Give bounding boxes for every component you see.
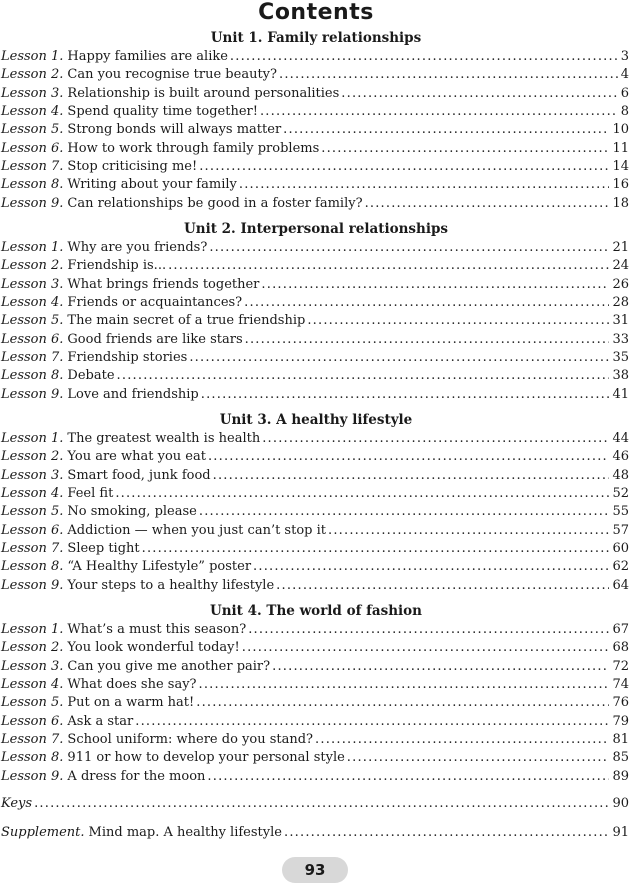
lesson-label: Lesson xyxy=(1,295,47,310)
lesson-label: Lesson xyxy=(1,695,47,710)
dot-leader xyxy=(117,367,610,385)
page-ref: 62 xyxy=(612,559,629,574)
page-ref: 11 xyxy=(612,141,629,156)
lesson-title: Good friends are like stars xyxy=(67,332,243,347)
page-ref: 4 xyxy=(620,67,629,82)
page-ref: 91 xyxy=(612,825,629,840)
lesson-number: 5. xyxy=(51,122,64,137)
lesson-label: Lesson xyxy=(1,86,47,101)
toc-entry[interactable] xyxy=(1,694,629,712)
dot-leader xyxy=(272,658,609,676)
toc-entry[interactable] xyxy=(1,349,629,367)
toc-entry[interactable] xyxy=(1,448,629,466)
lesson-title: No smoking, please xyxy=(67,504,197,519)
lesson-title: Love and friendship xyxy=(67,387,199,402)
lesson-title: The main secret of a true friendship xyxy=(67,313,306,328)
page-ref: 28 xyxy=(612,295,629,310)
page-ref: 55 xyxy=(612,504,629,519)
toc-entry[interactable] xyxy=(1,66,629,84)
dot-leader xyxy=(199,503,610,521)
lesson-label: Lesson xyxy=(1,431,47,446)
toc-entry[interactable] xyxy=(1,367,629,385)
dot-leader xyxy=(230,48,618,66)
page-ref: 8 xyxy=(620,104,629,119)
lesson-number: 7. xyxy=(51,350,64,365)
page-ref: 14 xyxy=(612,159,629,174)
dot-leader xyxy=(196,694,609,712)
dot-leader xyxy=(321,140,609,158)
lesson-number: 4. xyxy=(51,295,64,310)
lesson-title: Can relationships be good in a foster family? xyxy=(67,196,363,211)
page-ref: 26 xyxy=(612,277,629,292)
toc-entry[interactable] xyxy=(1,485,629,503)
page-ref: 18 xyxy=(612,196,629,211)
lesson-number: 9. xyxy=(51,769,64,784)
lesson-label: Lesson xyxy=(1,486,47,501)
lesson-number: 2. xyxy=(51,449,64,464)
lesson-label: Lesson xyxy=(1,677,47,692)
lesson-title: A dress for the moon xyxy=(67,769,206,784)
page-ref: 79 xyxy=(612,714,629,729)
lesson-label: Lesson xyxy=(1,769,47,784)
toc-entry[interactable] xyxy=(1,312,629,330)
lesson-title: School uniform: where do you stand? xyxy=(67,732,314,747)
lesson-label: Lesson xyxy=(1,622,47,637)
toc-entry[interactable] xyxy=(1,239,629,257)
lesson-label: Lesson xyxy=(1,240,47,255)
lesson-label: Lesson xyxy=(1,159,47,174)
toc-entry[interactable] xyxy=(1,639,629,657)
toc-entry[interactable] xyxy=(1,294,629,312)
supplement-label: Supplement. xyxy=(1,825,85,840)
dot-leader xyxy=(284,824,609,842)
lesson-title: Spend quality time together! xyxy=(67,104,258,119)
lesson-number: 8. xyxy=(51,177,64,192)
toc-entry[interactable] xyxy=(1,176,629,194)
lesson-title: Debate xyxy=(67,368,115,383)
lesson-title: What’s a must this season? xyxy=(67,622,247,637)
lesson-number: 8. xyxy=(51,750,64,765)
page-ref: 52 xyxy=(612,486,629,501)
lesson-number: 1. xyxy=(51,240,64,255)
lesson-number: 9. xyxy=(51,578,64,593)
page-ref: 44 xyxy=(612,431,629,446)
unit-2-title: Unit 2. Interpersonal relationships xyxy=(184,221,448,237)
lesson-label: Lesson xyxy=(1,750,47,765)
toc-entry[interactable] xyxy=(1,503,629,521)
lesson-number: 1. xyxy=(51,431,64,446)
dot-leader xyxy=(262,430,609,448)
dot-leader xyxy=(328,522,609,540)
dot-leader xyxy=(261,276,609,294)
dot-leader xyxy=(199,676,610,694)
dot-leader xyxy=(201,386,610,404)
page-ref: 46 xyxy=(612,449,629,464)
lesson-label: Lesson xyxy=(1,523,47,538)
lesson-label: Lesson xyxy=(1,196,47,211)
page-ref: 76 xyxy=(612,695,629,710)
page-ref: 41 xyxy=(612,387,629,402)
lesson-title: Sleep tight xyxy=(67,541,140,556)
lesson-label: Lesson xyxy=(1,332,47,347)
supplement-title: Mind map. A healthy lifestyle xyxy=(88,825,282,840)
page-ref: 85 xyxy=(612,750,629,765)
lesson-title: Stop criticising me! xyxy=(67,159,198,174)
lesson-number: 6. xyxy=(51,141,64,156)
page-ref: 6 xyxy=(620,86,629,101)
lesson-title: Friendship stories xyxy=(67,350,188,365)
lesson-title: Can you give me another pair? xyxy=(67,659,271,674)
dot-leader xyxy=(207,768,609,786)
toc-entry[interactable] xyxy=(1,522,629,540)
lesson-label: Lesson xyxy=(1,277,47,292)
page-ref: 72 xyxy=(612,659,629,674)
page-ref: 10 xyxy=(612,122,629,137)
lesson-number: 4. xyxy=(51,486,64,501)
lesson-title: Strong bonds will always matter xyxy=(67,122,282,137)
dot-leader xyxy=(253,558,609,576)
lesson-label: Lesson xyxy=(1,541,47,556)
dot-leader xyxy=(34,795,609,813)
toc-entry[interactable] xyxy=(1,731,629,749)
lesson-label: Lesson xyxy=(1,368,47,383)
unit-1-title: Unit 1. Family relationships xyxy=(210,30,422,46)
lesson-label: Lesson xyxy=(1,49,47,64)
toc-entry[interactable] xyxy=(1,676,629,694)
page-ref: 31 xyxy=(612,313,629,328)
lesson-label: Lesson xyxy=(1,258,47,273)
page-ref: 68 xyxy=(612,640,629,655)
page-title: Contents xyxy=(258,0,374,25)
lesson-title: Smart food, junk food xyxy=(67,468,211,483)
page-ref: 21 xyxy=(612,240,629,255)
lesson-label: Lesson xyxy=(1,122,47,137)
page-ref: 64 xyxy=(612,578,629,593)
lesson-label: Lesson xyxy=(1,313,47,328)
lesson-number: 5. xyxy=(51,313,64,328)
lesson-number: 9. xyxy=(51,387,64,402)
lesson-title: 911 or how to develop your personal style xyxy=(67,750,345,765)
dot-leader xyxy=(245,331,610,349)
page-ref: 67 xyxy=(612,622,629,637)
lesson-label: Lesson xyxy=(1,578,47,593)
toc-entry[interactable] xyxy=(1,331,629,349)
dot-leader xyxy=(115,485,609,503)
page-ref: 60 xyxy=(612,541,629,556)
lesson-title: Friends or acquaintances? xyxy=(67,295,243,310)
page-ref: 90 xyxy=(612,796,629,811)
dot-leader xyxy=(239,176,610,194)
lesson-number: 4. xyxy=(51,677,64,692)
lesson-number: 5. xyxy=(51,695,64,710)
lesson-number: 8. xyxy=(51,368,64,383)
lesson-number: 2. xyxy=(51,640,64,655)
lesson-number: 8. xyxy=(51,559,64,574)
unit-3-title: Unit 3. A healthy lifestyle xyxy=(219,412,413,428)
page-ref: 38 xyxy=(612,368,629,383)
dot-leader xyxy=(307,312,609,330)
lesson-title: Can you recognise true beauty? xyxy=(67,67,277,82)
lesson-number: 1. xyxy=(51,49,64,64)
dot-leader xyxy=(168,257,609,275)
dot-leader xyxy=(260,103,618,121)
toc-entry[interactable] xyxy=(1,713,629,731)
lesson-label: Lesson xyxy=(1,449,47,464)
lesson-number: 7. xyxy=(51,541,64,556)
toc-entry[interactable] xyxy=(1,430,629,448)
dot-leader xyxy=(213,467,610,485)
toc-entry[interactable] xyxy=(1,85,629,103)
lesson-title: Your steps to a healthy lifestyle xyxy=(67,578,275,593)
page-ref: 33 xyxy=(612,332,629,347)
lesson-title: Friendship is... xyxy=(67,258,167,273)
toc-entry[interactable] xyxy=(1,749,629,767)
lesson-number: 6. xyxy=(51,332,64,347)
lesson-number: 3. xyxy=(51,468,64,483)
toc-entry[interactable] xyxy=(1,540,629,558)
lesson-label: Lesson xyxy=(1,659,47,674)
lesson-label: Lesson xyxy=(1,104,47,119)
toc-entry[interactable] xyxy=(1,621,629,639)
lesson-title: Ask a star xyxy=(67,714,134,729)
dot-leader xyxy=(279,66,618,84)
dot-leader xyxy=(315,731,609,749)
dot-leader xyxy=(242,639,610,657)
toc-entry[interactable] xyxy=(1,467,629,485)
lesson-number: 3. xyxy=(51,86,64,101)
dot-leader xyxy=(208,448,610,466)
lesson-label: Lesson xyxy=(1,468,47,483)
dot-leader xyxy=(135,713,609,731)
page-ref: 74 xyxy=(612,677,629,692)
toc-entry[interactable] xyxy=(1,121,629,139)
page-ref: 48 xyxy=(612,468,629,483)
lesson-label: Lesson xyxy=(1,350,47,365)
page-ref: 89 xyxy=(612,769,629,784)
lesson-title: Addiction — when you just can’t stop it xyxy=(67,523,326,538)
lesson-number: 6. xyxy=(51,714,64,729)
page-ref: 81 xyxy=(612,732,629,747)
toc-entry[interactable] xyxy=(1,257,629,275)
lesson-label: Lesson xyxy=(1,732,47,747)
lesson-number: 3. xyxy=(51,277,64,292)
lesson-title: Relationship is built around personalities xyxy=(67,86,340,101)
lesson-number: 4. xyxy=(51,104,64,119)
lesson-title: The greatest wealth is health xyxy=(67,431,261,446)
lesson-number: 1. xyxy=(51,622,64,637)
dot-leader xyxy=(189,349,609,367)
lesson-label: Lesson xyxy=(1,177,47,192)
lesson-title: You look wonderful today! xyxy=(67,640,240,655)
toc-entry[interactable] xyxy=(1,195,629,213)
toc-entry[interactable] xyxy=(1,103,629,121)
page-ref: 35 xyxy=(612,350,629,365)
toc-entry[interactable] xyxy=(1,658,629,676)
dot-leader xyxy=(341,85,617,103)
lesson-label: Lesson xyxy=(1,640,47,655)
lesson-number: 7. xyxy=(51,732,64,747)
lesson-title: “A Healthy Lifestyle” poster xyxy=(67,559,252,574)
lesson-title: What does she say? xyxy=(67,677,197,692)
dot-leader xyxy=(142,540,610,558)
lesson-number: 7. xyxy=(51,159,64,174)
dot-leader xyxy=(209,239,609,257)
toc-entry[interactable] xyxy=(1,140,629,158)
toc-entry-supplement[interactable] xyxy=(1,824,629,842)
dot-leader xyxy=(248,621,609,639)
lesson-title: Why are you friends? xyxy=(67,240,208,255)
toc-entry[interactable] xyxy=(1,48,629,66)
lesson-label: Lesson xyxy=(1,714,47,729)
lesson-title: Happy families are alike xyxy=(67,49,228,64)
lesson-title: Feel fit xyxy=(67,486,114,501)
dot-leader xyxy=(244,294,609,312)
page-ref: 57 xyxy=(612,523,629,538)
lesson-label: Lesson xyxy=(1,67,47,82)
page-ref: 3 xyxy=(620,49,629,64)
toc-entry[interactable] xyxy=(1,577,629,595)
toc-entry[interactable] xyxy=(1,768,629,786)
keys-label: Keys xyxy=(1,796,33,811)
toc-entry[interactable] xyxy=(1,558,629,576)
lesson-title: What brings friends together xyxy=(67,277,260,292)
page-number-badge: 93 xyxy=(282,857,348,883)
dot-leader xyxy=(199,158,609,176)
lesson-label: Lesson xyxy=(1,504,47,519)
lesson-label: Lesson xyxy=(1,559,47,574)
lesson-title: Writing about your family xyxy=(67,177,237,192)
lesson-number: 2. xyxy=(51,67,64,82)
page-ref: 16 xyxy=(612,177,629,192)
toc-entry[interactable] xyxy=(1,386,629,404)
lesson-number: 6. xyxy=(51,523,64,538)
lesson-label: Lesson xyxy=(1,141,47,156)
lesson-number: 2. xyxy=(51,258,64,273)
toc-entry[interactable] xyxy=(1,158,629,176)
dot-leader xyxy=(347,749,610,767)
dot-leader xyxy=(365,195,610,213)
dot-leader xyxy=(283,121,609,139)
lesson-number: 3. xyxy=(51,659,64,674)
lesson-label: Lesson xyxy=(1,387,47,402)
lesson-number: 5. xyxy=(51,504,64,519)
lesson-title: Put on a warm hat! xyxy=(67,695,195,710)
toc-entry-keys[interactable] xyxy=(1,795,629,813)
lesson-title: How to work through family problems xyxy=(67,141,320,156)
toc-entry[interactable] xyxy=(1,276,629,294)
unit-4-title: Unit 4. The world of fashion xyxy=(209,603,423,619)
dot-leader xyxy=(276,577,609,595)
lesson-title: You are what you eat xyxy=(67,449,206,464)
lesson-number: 9. xyxy=(51,196,64,211)
page-ref: 24 xyxy=(612,258,629,273)
